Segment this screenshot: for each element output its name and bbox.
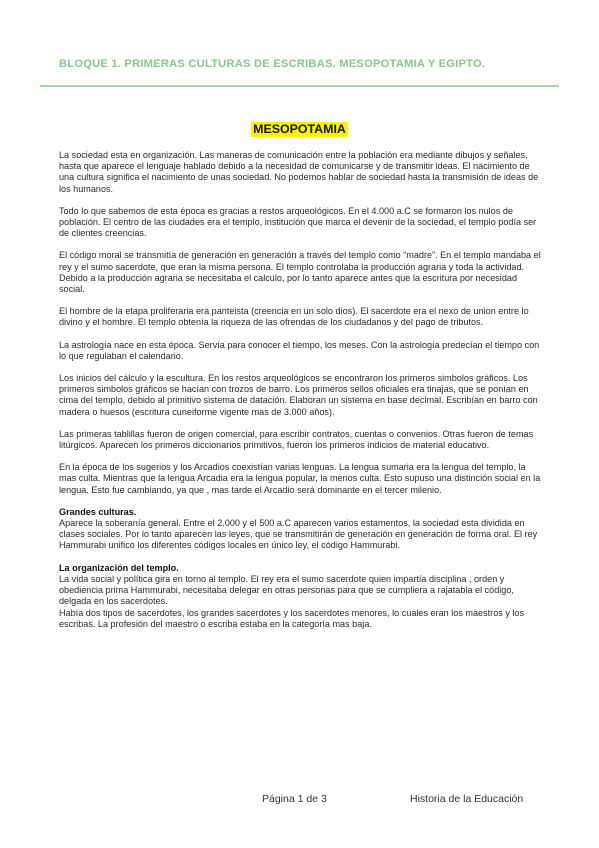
header-rule [40,85,559,87]
paragraph: En la época de los sugerios y los Arcadios coexistían varias lenguas. La lengua sumaria era la lengua del templo, la mas culta. Mientras que la lengua Arcadia era la lengua popular, la menos culta. Esto supuso una distinción social en la lengua. Esto fue cambiando, ya que , mas tarde el Arcadio será dominante en el tercer milenio. [59,462,541,495]
section-title-wrap [0,120,599,138]
paragraph: Había dos tipos de sacerdotes, los grandes sacerdotes y los sacerdotes menores, lo cuales eran los maestros y los escribas. La profesión del maestro o escriba estaba en la categoría mas baja. [59,607,525,629]
paragraph: Aparece la soberanía general. Entre el 2.000 y el 500 a.C aparecen varios estamentos, la sociedad esta dividida en clases sociales. Por lo tanto aparecen las leyes, que se transmitirán de generación en generación de forma oral. El rey Hammurabi unifico los diferentes códigos locales en único ley, el código Hammurabi. [59,518,538,551]
paragraph: La sociedad esta en organización. Las maneras de comunicación entre la población era mediante dibujos y señales, hasta que aparece el lenguaje hablado debido a la necesidad de comunicarse y de transmitir ideas. El nacimiento de una cultura significa el nacimiento de unas sociedad. No podemos hablar de sociedad hasta la transmisión de ideas de los humanos. [59,150,539,194]
paragraph: Todo lo que sabemos de esta época es gracias a restos arqueológicos. En el 4.000 a.C se formaron los nulos de población. El centro de las ciudades era el templo, institución que marca el devenir de la sociedad, el templo podía ser de clientes creencias. [59,205,537,239]
subheading-organizacion-templo: La organización del templo. [59,562,179,573]
document-header: BLOQUE 1. PRIMERAS CULTURAS DE ESCRIBAS. MESOPOTAMIA Y EGIPTO. [59,58,486,70]
section-title: MESOPOTAMIA [253,122,346,136]
body-content [59,150,541,641]
subheading-grandes-culturas: Grandes culturas. [59,506,137,517]
paragraph: La astrología nace en esta época. Servía para conocer el tiempo, los meses. Con la astrología predecían el tiempo con lo que regulaban el calendario. [59,339,540,361]
paragraph: La vida social y política gira en torno al templo. El rey era el sumo sacerdote quien impartía disciplina , orden y obediencia prima Hammurabi, necesitaba delegar en otras personas para que se cumpliera a rajatabla el código, delgada en los sacerdotes. [59,573,514,607]
paragraph: Los inicios del cálculo y la escultura. En los restos arqueológicos se encontraron los primeros simbolos gráficos. Los primeros simbolos gráficos se hacían con trozos de barro. Los primeros sellos oficiales era tinajas, que se ponían en cima del templo, debido al primitivo sistema de datación. Elaboran un sistema en base decimal. Escribían en barro con madera o huesos (escritura cuneiforme vigente mas de 3.000 años). [59,373,538,417]
paragraph: Las primeras tablillas fueron de origen comercial, para escribir contratos, cuentas o convenios. Otras fueron de temas litúrgicos. Aparecen los primeros diccionarios primitivos, fueron los primeros indicios de material educativo. [59,428,534,451]
paragraph: El hombre de la etapa proliferaria era panteista (creencia en un solo dios). El sacerdote era el nexo de union entre lo divino y el hombre. El templo obtenía la riqueza de las ofrendas de los ciudadanos y del pago de tributos. [59,306,529,328]
page-number: Página 1 de 3 [262,793,327,805]
footer-document-title: Historia de la Educación [410,793,524,805]
paragraph: El código moral se transmitía de generación en generación a través del templo como “madre”. En el templo mandaba el rey y el sumo sacerdote, que eran la misma persona. El templo controlaba la producción agraria y toda la actividad. Debido a la producción agraria se necesitaba el calculo, por lo tanto aparece antes que la escritura por necesidad social. [59,250,541,295]
